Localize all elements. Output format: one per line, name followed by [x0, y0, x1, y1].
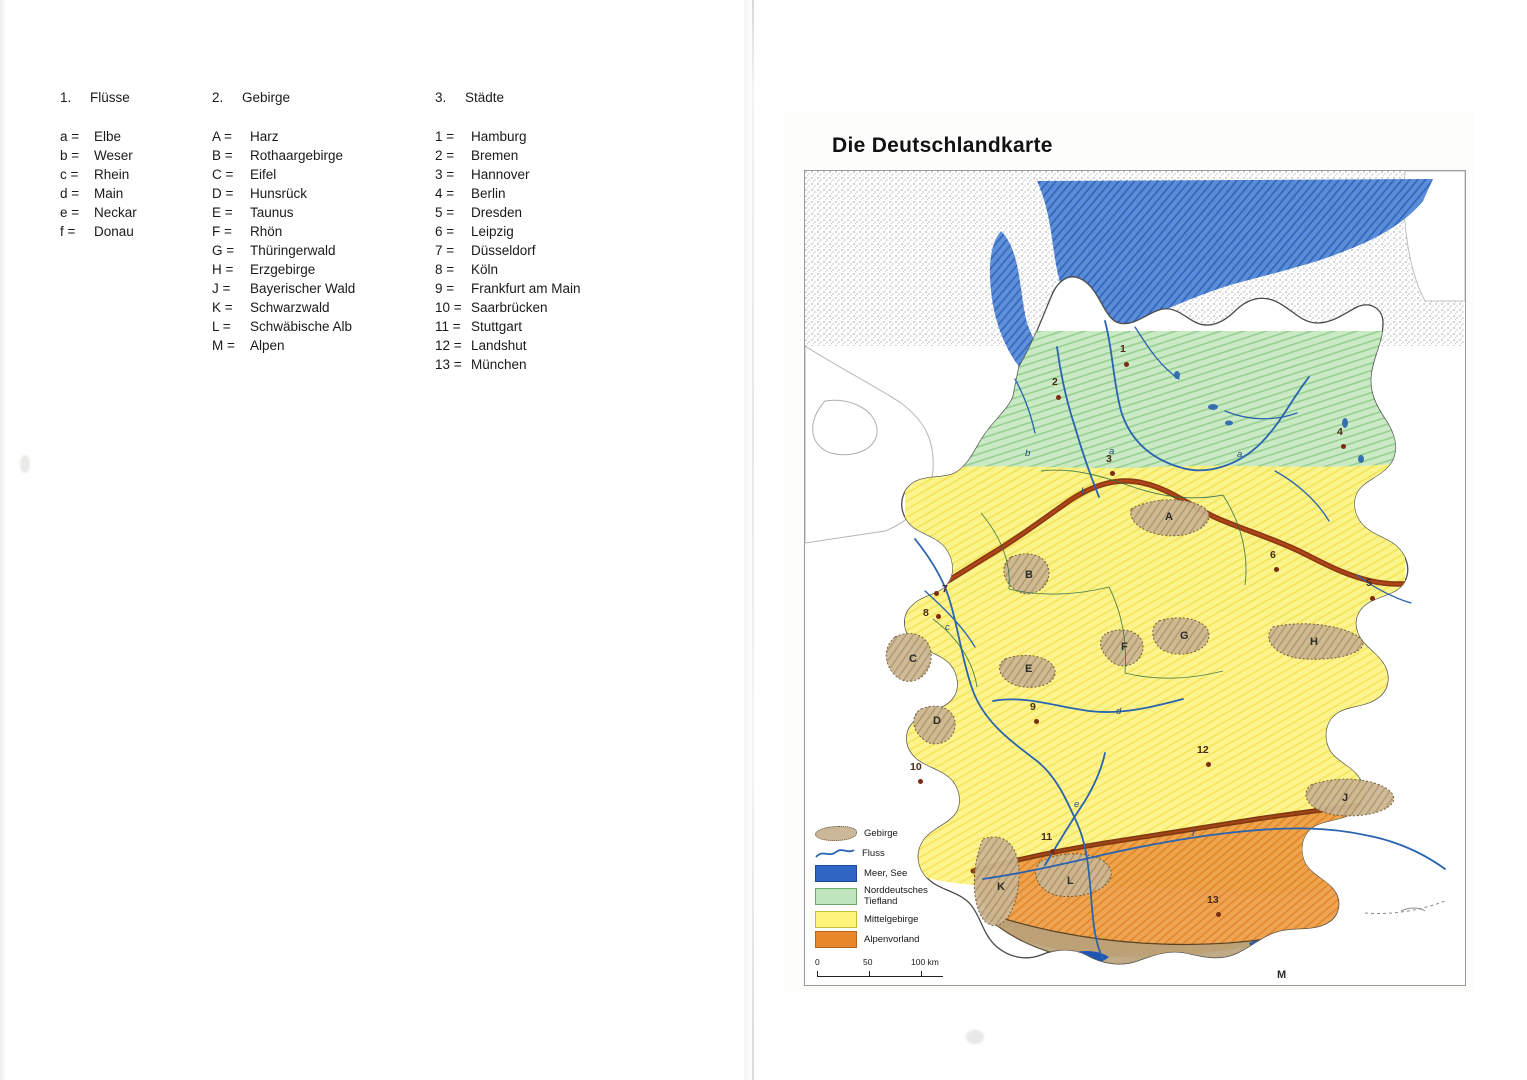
list-item-label: Rothaargebirge — [250, 148, 344, 163]
list-item-label: Berlin — [471, 186, 506, 201]
list-item-key: 1 = — [435, 129, 455, 144]
legend-label-tiefland: Norddeutsches Tiefland — [864, 885, 928, 907]
list-item-label: Harz — [250, 129, 279, 144]
river-label-a-east: a — [1237, 449, 1243, 460]
list-item-key: 13 = — [435, 357, 462, 372]
map-scale-bar — [815, 957, 965, 977]
list-item-key: C = — [212, 167, 234, 182]
city-label-7: 7 — [942, 583, 948, 595]
list-item-key: 8 = — [435, 262, 455, 277]
river-label-b-north: b — [1025, 448, 1031, 459]
list-item-label: Donau — [94, 224, 134, 239]
mountain-label-K: K — [997, 881, 1005, 893]
list-item-key: e = — [60, 205, 80, 220]
legend-row-fluss — [815, 843, 963, 863]
river-label-c: c — [945, 622, 950, 633]
list-item-label: Schwäbische Alb — [250, 319, 353, 334]
list-item — [212, 222, 432, 241]
list-item — [435, 336, 665, 355]
list-item-label: Alpen — [250, 338, 285, 353]
list-item — [60, 184, 210, 203]
list-item-label: Elbe — [94, 129, 122, 144]
list-item — [435, 279, 665, 298]
city-dot — [1370, 596, 1375, 601]
list-item-key: b = — [60, 148, 80, 163]
mountain-label-J: J — [1342, 792, 1349, 804]
city-dot — [1056, 395, 1061, 400]
city-label-11: 11 — [1041, 831, 1053, 843]
list-item — [435, 317, 665, 336]
list-2-number: 2. — [212, 90, 224, 105]
list-item-key: H = — [212, 262, 234, 277]
city-label-6: 6 — [1270, 549, 1276, 561]
city-label-5: 5 — [1366, 577, 1372, 589]
list-item-label: Hannover — [471, 167, 530, 182]
list-3-number: 3. — [435, 90, 447, 105]
list-item-key: c = — [60, 167, 79, 182]
list-item-label: Rhein — [94, 167, 130, 182]
city-label-1: 1 — [1120, 343, 1126, 355]
list-item-key: 5 = — [435, 205, 455, 220]
list-item-key: f = — [60, 224, 76, 239]
list-item-label: Eifel — [250, 167, 277, 182]
mountain-label-F: F — [1121, 641, 1128, 653]
list-item — [212, 241, 432, 260]
scan-smudge — [966, 1030, 984, 1044]
list-1-title: Flüsse — [90, 90, 130, 105]
list-item — [435, 260, 665, 279]
city-label-3: 3 — [1106, 453, 1112, 465]
list-item — [435, 127, 665, 146]
list-item-label: Taunus — [250, 205, 294, 220]
mountain-label-A: A — [1165, 511, 1173, 523]
city-dot — [1124, 362, 1129, 367]
list-item-label: Erzgebirge — [250, 262, 316, 277]
city-dot — [936, 614, 941, 619]
list-item-key: K = — [212, 300, 233, 315]
list-item-label: Weser — [94, 148, 133, 163]
scale-ruler — [817, 968, 943, 977]
list-item — [212, 203, 432, 222]
list-item — [60, 222, 210, 241]
list-3-title: Städte — [465, 90, 505, 105]
list-item — [435, 355, 665, 374]
list-item-key: 3 = — [435, 167, 455, 182]
river-label-f: f — [1192, 828, 1195, 839]
list-item-label: München — [471, 357, 527, 372]
list-2-entries — [212, 127, 432, 355]
list-item — [212, 298, 432, 317]
city-label-12: 12 — [1197, 744, 1209, 756]
list-item-key: J = — [212, 281, 231, 296]
gebirge-swatch-icon — [815, 826, 857, 841]
list-item-key: 9 = — [435, 281, 455, 296]
list-item-key: a = — [60, 129, 80, 144]
legend-row-meer — [815, 863, 963, 883]
list-item — [212, 184, 432, 203]
mountain-label-H: H — [1310, 636, 1318, 648]
river-label-e: e — [1074, 799, 1080, 810]
alpenvorland-swatch-icon — [815, 931, 857, 948]
legend-row-tiefland — [815, 883, 963, 909]
legend-row-mittelgebirge — [815, 909, 963, 929]
list-item-label: Frankfurt am Main — [471, 281, 581, 296]
mountain-label-C: C — [909, 653, 917, 665]
list-item — [60, 165, 210, 184]
city-label-8: 8 — [923, 607, 929, 619]
list-item-label: Düsseldorf — [471, 243, 536, 258]
legend-label-gebirge: Gebirge — [864, 827, 898, 839]
list-item-key: d = — [60, 186, 80, 201]
tiefland-swatch-icon — [815, 888, 857, 905]
list-item-key: 7 = — [435, 243, 455, 258]
mountain-label-L: L — [1067, 875, 1074, 887]
mountain-label-G: G — [1180, 630, 1189, 642]
list-item-label: Main — [94, 186, 124, 201]
list-item-key: A = — [212, 129, 232, 144]
river-label-d: d — [1116, 706, 1122, 717]
map-legend — [815, 823, 963, 977]
page-seam — [752, 0, 754, 1080]
fluss-line-icon — [815, 846, 855, 861]
scale-tick-50: 50 — [863, 957, 873, 967]
list-item-label: Thüringerwald — [250, 243, 336, 258]
city-label-4: 4 — [1337, 426, 1343, 438]
list-item-key: M = — [212, 338, 235, 353]
list-1-number: 1. — [60, 90, 72, 105]
list-1-entries — [60, 127, 210, 241]
list-item — [435, 222, 665, 241]
list-item — [212, 336, 432, 355]
mountain-label-E: E — [1025, 663, 1033, 675]
city-dot — [1216, 912, 1221, 917]
list-item — [212, 146, 432, 165]
list-item — [60, 146, 210, 165]
list-item — [212, 260, 432, 279]
city-dot — [1110, 471, 1115, 476]
city-dot — [934, 591, 939, 596]
list-item — [212, 165, 432, 184]
list-item-key: 4 = — [435, 186, 455, 201]
city-dot — [1034, 719, 1039, 724]
list-item-label: Saarbrücken — [471, 300, 548, 315]
city-dot — [1341, 444, 1346, 449]
list-item-label: Landshut — [471, 338, 527, 353]
map-title: Die Deutschlandkarte — [832, 134, 1053, 157]
river-label-a-north: a — [1109, 446, 1115, 457]
list-item — [212, 127, 432, 146]
list-item-key: 12 = — [435, 338, 462, 353]
list-item-label: Hamburg — [471, 129, 527, 144]
mountain-label-B: B — [1025, 569, 1033, 581]
list-item — [212, 279, 432, 298]
list-item — [435, 241, 665, 260]
scale-tick-100: 100 km — [911, 957, 939, 967]
list-item — [435, 146, 665, 165]
legend-row-gebirge — [815, 823, 963, 843]
city-dot — [1206, 762, 1211, 767]
legend-label-fluss: Fluss — [862, 847, 885, 859]
legend-label-alpenvorland: Alpenvorland — [864, 933, 920, 945]
list-item-label: Leipzig — [471, 224, 514, 239]
list-item-label: Neckar — [94, 205, 137, 220]
list-item-label: Stuttgart — [471, 319, 523, 334]
list-item — [435, 298, 665, 317]
scale-tick-labels — [815, 957, 965, 968]
city-label-10: 10 — [910, 761, 922, 773]
map-frame — [804, 170, 1466, 986]
map-sheet — [784, 112, 1474, 992]
city-dot — [918, 779, 923, 784]
city-label-9: 9 — [1030, 701, 1036, 713]
list-item-key: E = — [212, 205, 233, 220]
city-dot — [1274, 567, 1279, 572]
mountain-label-D: D — [933, 715, 941, 727]
city-dot — [1050, 849, 1055, 854]
list-item-key: G = — [212, 243, 235, 258]
list-2-title: Gebirge — [242, 90, 291, 105]
list-item-key: 10 = — [435, 300, 462, 315]
list-item-label: Dresden — [471, 205, 523, 220]
legend-lists — [0, 0, 740, 1080]
list-item-key: 2 = — [435, 148, 455, 163]
list-item-label: Bremen — [471, 148, 519, 163]
city-label-13: 13 — [1207, 894, 1219, 906]
list-item-label: Hunsrück — [250, 186, 308, 201]
meer-swatch-icon — [815, 865, 857, 882]
list-item — [435, 165, 665, 184]
list-item-key: D = — [212, 186, 234, 201]
list-item-key: L = — [212, 319, 231, 334]
scale-tick-0: 0 — [815, 957, 820, 967]
list-item-label: Bayerischer Wald — [250, 281, 356, 296]
mountain-label-M: M — [1277, 969, 1287, 981]
list-item-label: Rhön — [250, 224, 283, 239]
legend-label-meer: Meer, See — [864, 867, 908, 879]
river-label-b: b — [1081, 486, 1087, 497]
mittelgebirge-swatch-icon — [815, 911, 857, 928]
list-item-key: 6 = — [435, 224, 455, 239]
list-item-key: F = — [212, 224, 232, 239]
list-item — [435, 184, 665, 203]
list-item — [435, 203, 665, 222]
list-item — [212, 317, 432, 336]
list-item-key: B = — [212, 148, 233, 163]
legend-label-mittelgebirge: Mittelgebirge — [864, 913, 919, 925]
list-item — [60, 127, 210, 146]
list-item-key: 11 = — [435, 319, 461, 334]
city-label-2: 2 — [1052, 376, 1058, 388]
list-item — [60, 203, 210, 222]
list-3-entries — [435, 127, 665, 374]
list-item-label: Schwarzwald — [250, 300, 330, 315]
list-item-label: Köln — [471, 262, 499, 277]
legend-row-alpenvorland — [815, 929, 963, 949]
